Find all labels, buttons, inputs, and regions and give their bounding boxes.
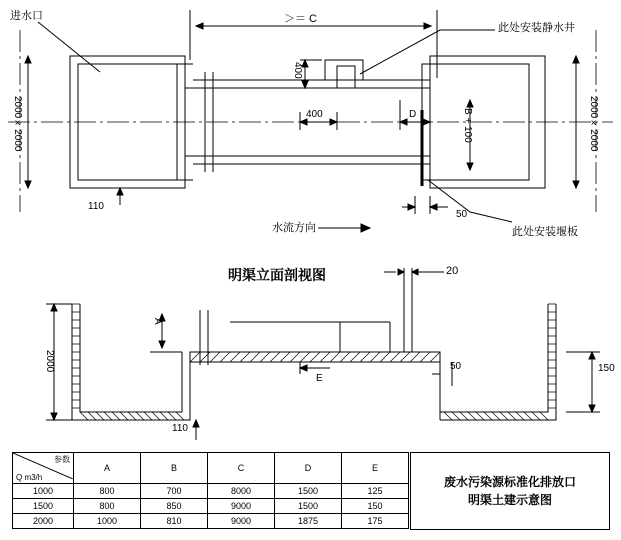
table-cell-c: 9000	[208, 499, 275, 514]
table-cell-b: 700	[141, 484, 208, 499]
table-cell-q: 1500	[13, 499, 74, 514]
table-cell-q: 1000	[13, 484, 74, 499]
dim-left-2000x2000: 2000×2000	[12, 96, 23, 152]
dim-50-plan: 50	[456, 209, 468, 220]
table-cell-b: 810	[141, 514, 208, 529]
dim-20-section: 20	[446, 265, 459, 277]
parameter-table	[12, 452, 409, 529]
dim-400-vertical: 400	[292, 62, 303, 79]
table-header-a: A	[74, 453, 141, 484]
table-cell-d: 1500	[275, 484, 342, 499]
table-cell-a: 800	[74, 499, 141, 514]
inlet-label: 进水口	[10, 9, 43, 22]
table-cell-c: 9000	[208, 514, 275, 529]
title-line-1: 废水污染源标准化排放口	[443, 475, 576, 489]
dim-400-horizontal: 400	[306, 109, 323, 120]
dim-110-plan: 110	[88, 201, 104, 212]
title-line-2: 明渠土建示意图	[467, 493, 552, 507]
table-corner-cell	[13, 453, 74, 484]
table-header-b: B	[141, 453, 208, 484]
dim-span-c: ＞＝ C	[284, 13, 317, 25]
table-cell-e: 125	[342, 484, 409, 499]
dim-b-plus-100: B + 100	[462, 108, 473, 143]
table-cell-a: 1000	[74, 514, 141, 529]
table-header-row	[13, 453, 409, 484]
dim-a-section: A	[152, 318, 163, 325]
dim-e-section: E	[316, 373, 323, 384]
table-cell-d: 1875	[275, 514, 342, 529]
table-header-c: C	[208, 453, 275, 484]
dim-50-section: 50	[450, 361, 462, 372]
dim-150-section: 150	[598, 363, 615, 374]
title-block	[410, 452, 610, 530]
still-well-label: 此处安装静水井	[498, 21, 575, 34]
table-corner-flow: Q m3/h	[16, 473, 43, 482]
table-row	[13, 514, 409, 529]
table-cell-e: 150	[342, 499, 409, 514]
table-cell-q: 2000	[13, 514, 74, 529]
dim-2000-section: 2000	[44, 350, 55, 373]
dim-d-plan: D	[409, 109, 417, 120]
dim-right-2000x2000: 2000×2000	[588, 96, 599, 152]
flow-direction-label: 水流方向	[272, 221, 316, 234]
table-header-d: D	[275, 453, 342, 484]
table-cell-c: 8000	[208, 484, 275, 499]
table-header-e: E	[342, 453, 409, 484]
table-cell-a: 800	[74, 484, 141, 499]
weir-plate-label: 此处安装堰板	[512, 225, 578, 238]
table-cell-d: 1500	[275, 499, 342, 514]
table-row	[13, 499, 409, 514]
table-cell-e: 175	[342, 514, 409, 529]
table-corner-param: 参数	[54, 455, 70, 464]
table-row	[13, 484, 409, 499]
section-view-title: 明渠立面剖视图	[228, 268, 326, 284]
table-cell-b: 850	[141, 499, 208, 514]
dim-110-section: 110	[172, 423, 188, 434]
